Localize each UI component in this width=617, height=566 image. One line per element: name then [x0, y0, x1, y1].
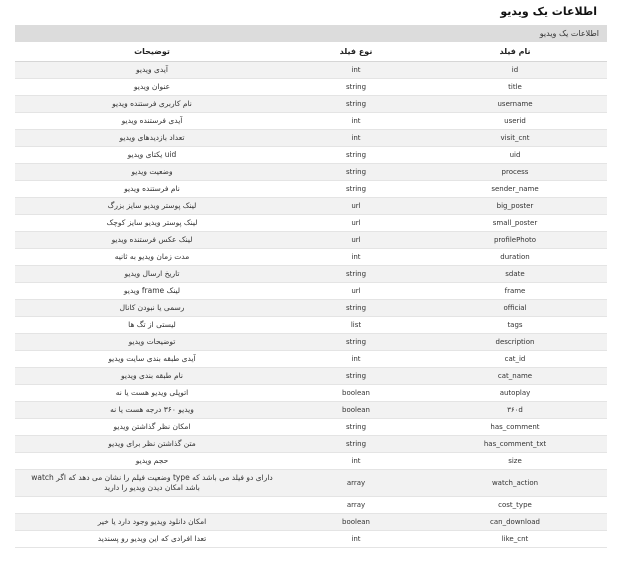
field-type-cell: list: [289, 317, 423, 334]
table-row: [15, 351, 607, 368]
description-cell: امکان دانلود ویدیو وجود دارد یا خیر: [15, 514, 289, 531]
field-type-cell: string: [289, 334, 423, 351]
field-type-cell: int: [289, 531, 423, 548]
field-type-cell: int: [289, 249, 423, 266]
field-type-cell: url: [289, 283, 423, 300]
field-name-cell: profilePhoto: [423, 232, 607, 249]
description-cell: وضعیت ویدیو: [15, 164, 289, 181]
description-cell: حجم ویدیو: [15, 453, 289, 470]
field-type-cell: string: [289, 147, 423, 164]
table-header-row: [15, 42, 607, 62]
description-cell: لیستی از تگ ها: [15, 317, 289, 334]
header-description: توضیحات: [15, 42, 289, 62]
table-row: [15, 130, 607, 147]
table-row: [15, 334, 607, 351]
video-info-panel: [15, 25, 607, 548]
field-type-cell: string: [289, 96, 423, 113]
field-name-cell: small_poster: [423, 215, 607, 232]
table-row: [15, 317, 607, 334]
description-cell: [15, 497, 289, 514]
table-row: [15, 419, 607, 436]
field-type-cell: url: [289, 232, 423, 249]
description-cell: آیدی فرستنده ویدیو: [15, 113, 289, 130]
description-cell: دارای دو فیلد می باشد که type وضعیت فیلم را نشان می دهد که اگر watch باشد امکان دیدن ویدیو را دارید: [15, 470, 289, 497]
field-type-cell: string: [289, 300, 423, 317]
table-row: [15, 147, 607, 164]
field-name-cell: big_poster: [423, 198, 607, 215]
description-cell: عنوان ویدیو: [15, 79, 289, 96]
field-name-cell: size: [423, 453, 607, 470]
field-name-cell: userid: [423, 113, 607, 130]
table-row: [15, 113, 607, 130]
description-cell: رسمی یا نبودن کانال: [15, 300, 289, 317]
field-name-cell: can_download: [423, 514, 607, 531]
field-type-cell: string: [289, 368, 423, 385]
field-type-cell: url: [289, 215, 423, 232]
panel-title: اطلاعات یک ویدیو: [15, 25, 607, 42]
description-cell: نام کاربری فرستنده ویدیو: [15, 96, 289, 113]
description-cell: تاریخ ارسال ویدیو: [15, 266, 289, 283]
field-name-cell: process: [423, 164, 607, 181]
field-name-cell: like_cnt: [423, 531, 607, 548]
field-name-cell: cat_id: [423, 351, 607, 368]
field-name-cell: sender_name: [423, 181, 607, 198]
field-name-cell: ۳۶۰d: [423, 402, 607, 419]
table-row: [15, 436, 607, 453]
field-name-cell: has_comment: [423, 419, 607, 436]
table-body: [15, 62, 607, 548]
field-name-cell: watch_action: [423, 470, 607, 497]
field-type-cell: boolean: [289, 402, 423, 419]
table-row: [15, 164, 607, 181]
field-type-cell: int: [289, 62, 423, 79]
field-type-cell: string: [289, 419, 423, 436]
field-name-cell: description: [423, 334, 607, 351]
table-row: [15, 368, 607, 385]
table-row: [15, 96, 607, 113]
description-cell: آیدی ویدیو: [15, 62, 289, 79]
field-name-cell: username: [423, 96, 607, 113]
description-cell: آیدی طبقه بندی سایت ویدیو: [15, 351, 289, 368]
header-field-name: نام فیلد: [423, 42, 607, 62]
description-cell: نام طبقه بندی ویدیو: [15, 368, 289, 385]
field-name-cell: title: [423, 79, 607, 96]
description-cell: لینک پوستر ویدیو سایز کوچک: [15, 215, 289, 232]
description-cell: تعداد بازدیدهای ویدیو: [15, 130, 289, 147]
table-row: [15, 181, 607, 198]
description-cell: تعدا افرادی که این ویدیو رو پسندید: [15, 531, 289, 548]
field-type-cell: array: [289, 497, 423, 514]
description-cell: توضیحات ویدیو: [15, 334, 289, 351]
fields-table: [15, 42, 607, 548]
field-name-cell: frame: [423, 283, 607, 300]
table-row: [15, 79, 607, 96]
field-type-cell: url: [289, 198, 423, 215]
description-cell: لینک پوستر ویدیو سایز بزرگ: [15, 198, 289, 215]
field-type-cell: int: [289, 453, 423, 470]
field-name-cell: uid: [423, 147, 607, 164]
field-name-cell: sdate: [423, 266, 607, 283]
field-name-cell: id: [423, 62, 607, 79]
field-type-cell: boolean: [289, 514, 423, 531]
table-row: [15, 300, 607, 317]
table-row: [15, 249, 607, 266]
field-type-cell: string: [289, 436, 423, 453]
table-row: [15, 215, 607, 232]
field-type-cell: array: [289, 470, 423, 497]
description-cell: لینک عکس فرستنده ویدیو: [15, 232, 289, 249]
table-row: [15, 62, 607, 79]
field-type-cell: int: [289, 351, 423, 368]
field-type-cell: string: [289, 79, 423, 96]
field-name-cell: autoplay: [423, 385, 607, 402]
page-title: اطلاعات یک ویدیو: [500, 5, 597, 18]
field-name-cell: official: [423, 300, 607, 317]
header-field-type: نوع فیلد: [289, 42, 423, 62]
description-cell: اتوپلی ویدیو هست یا نه: [15, 385, 289, 402]
description-cell: امکان نظر گذاشتن ویدیو: [15, 419, 289, 436]
table-row: [15, 514, 607, 531]
field-type-cell: boolean: [289, 385, 423, 402]
description-cell: uid یکتای ویدیو: [15, 147, 289, 164]
table-row: [15, 283, 607, 300]
field-name-cell: cost_type: [423, 497, 607, 514]
field-name-cell: cat_name: [423, 368, 607, 385]
table-row: [15, 232, 607, 249]
field-type-cell: int: [289, 130, 423, 147]
field-type-cell: int: [289, 113, 423, 130]
field-name-cell: tags: [423, 317, 607, 334]
description-cell: متن گذاشتن نظر برای ویدیو: [15, 436, 289, 453]
field-type-cell: string: [289, 181, 423, 198]
table-row: [15, 402, 607, 419]
table-row: [15, 453, 607, 470]
description-cell: نام فرستنده ویدیو: [15, 181, 289, 198]
table-row: [15, 470, 607, 497]
field-name-cell: duration: [423, 249, 607, 266]
table-row: [15, 385, 607, 402]
field-name-cell: has_comment_txt: [423, 436, 607, 453]
table-row: [15, 497, 607, 514]
description-cell: لینک frame ویدیو: [15, 283, 289, 300]
description-cell: مدت زمان ویدیو به ثانیه: [15, 249, 289, 266]
field-name-cell: visit_cnt: [423, 130, 607, 147]
table-row: [15, 198, 607, 215]
field-type-cell: string: [289, 164, 423, 181]
description-cell: ویدیو ۳۶۰ درجه هست یا نه: [15, 402, 289, 419]
field-type-cell: string: [289, 266, 423, 283]
table-row: [15, 531, 607, 548]
table-row: [15, 266, 607, 283]
